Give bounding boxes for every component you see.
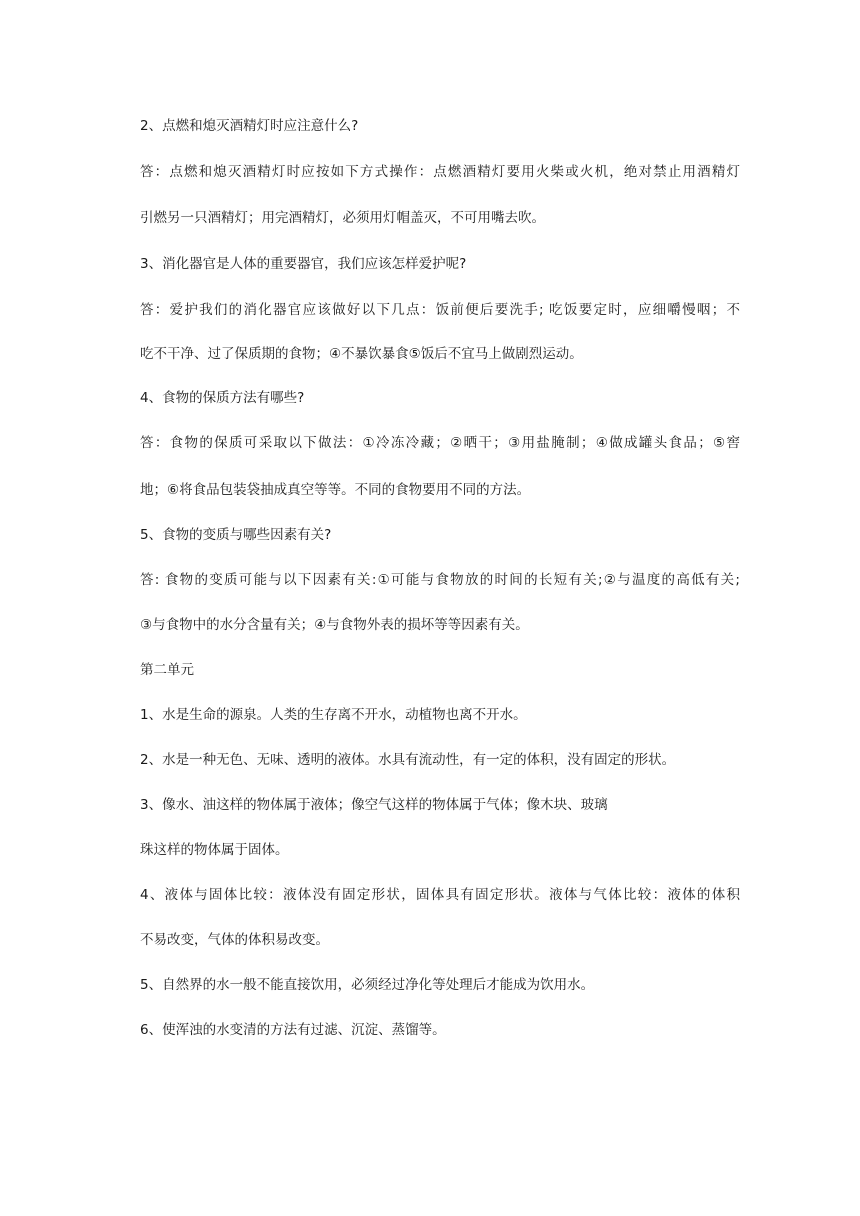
answer-2-line-1: 答：点燃和熄灭酒精灯时应按如下方式操作：点燃酒精灯要用火柴或火机，绝对禁止用酒精灯 (140, 164, 740, 180)
unit-2-point-4-line-1: 4、液体与固体比较：液体没有固定形状，固体具有固定形状。液体与气体比较：液体的体积 (140, 887, 740, 903)
question-5: 5、食物的变质与哪些因素有关? (140, 527, 332, 543)
unit-2-point-3-line-2: 珠这样的物体属于固体。 (140, 842, 289, 858)
unit-2-point-4-line-2: 不易改变，气体的体积易改变。 (140, 932, 329, 948)
question-4: 4、食物的保质方法有哪些? (140, 390, 305, 406)
answer-4-line-2: 地；⑥将食品包装袋抽成真空等等。不同的食物要用不同的方法。 (140, 482, 531, 498)
answer-4-line-1: 答：食物的保质可采取以下做法：①冷冻冷藏；②晒干；③用盐腌制；④做成罐头食品；⑤窖 (140, 435, 740, 451)
unit-2-point-1: 1、水是生命的源泉。人类的生存离不开水，动植物也离不开水。 (140, 707, 527, 723)
unit-2-heading: 第二单元 (140, 662, 194, 678)
answer-3-line-2: 吃不干净、过了保质期的食物；④不暴饮暴食⑤饭后不宜马上做剧烈运动。 (140, 346, 583, 362)
answer-5-line-1: 答: 食物的变质可能与以下因素有关:①可能与食物放的时间的长短有关;②与温度的高低有关; (140, 572, 740, 588)
unit-2-point-6: 6、使浑浊的水变清的方法有过滤、沉淀、蒸馏等。 (140, 1022, 446, 1038)
answer-5-line-2: ③与食物中的水分含量有关；④与食物外表的损坏等等因素有关。 (140, 617, 529, 633)
unit-2-point-2: 2、水是一种无色、无味、透明的液体。水具有流动性，有一定的体积，没有固定的形状。 (140, 752, 676, 768)
answer-3-line-1: 答：爱护我们的消化器官应该做好以下几点：饭前便后要洗手; 吃饭要定时，应细嚼慢咽；不 (140, 302, 740, 318)
question-2: 2、点燃和熄灭酒精灯时应注意什么? (140, 118, 359, 134)
unit-2-point-3-line-1: 3、像水、油这样的物体属于液体；像空气这样的物体属于气体；像木块、玻璃 (140, 797, 608, 813)
unit-2-point-5: 5、自然界的水一般不能直接饮用，必须经过净化等处理后才能成为饮用水。 (140, 977, 595, 993)
question-3: 3、消化器官是人体的重要器官，我们应该怎样爱护呢? (140, 256, 467, 272)
answer-2-line-2: 引燃另一只酒精灯；用完酒精灯，必须用灯帽盖灭，不可用嘴去吹。 (140, 210, 545, 226)
